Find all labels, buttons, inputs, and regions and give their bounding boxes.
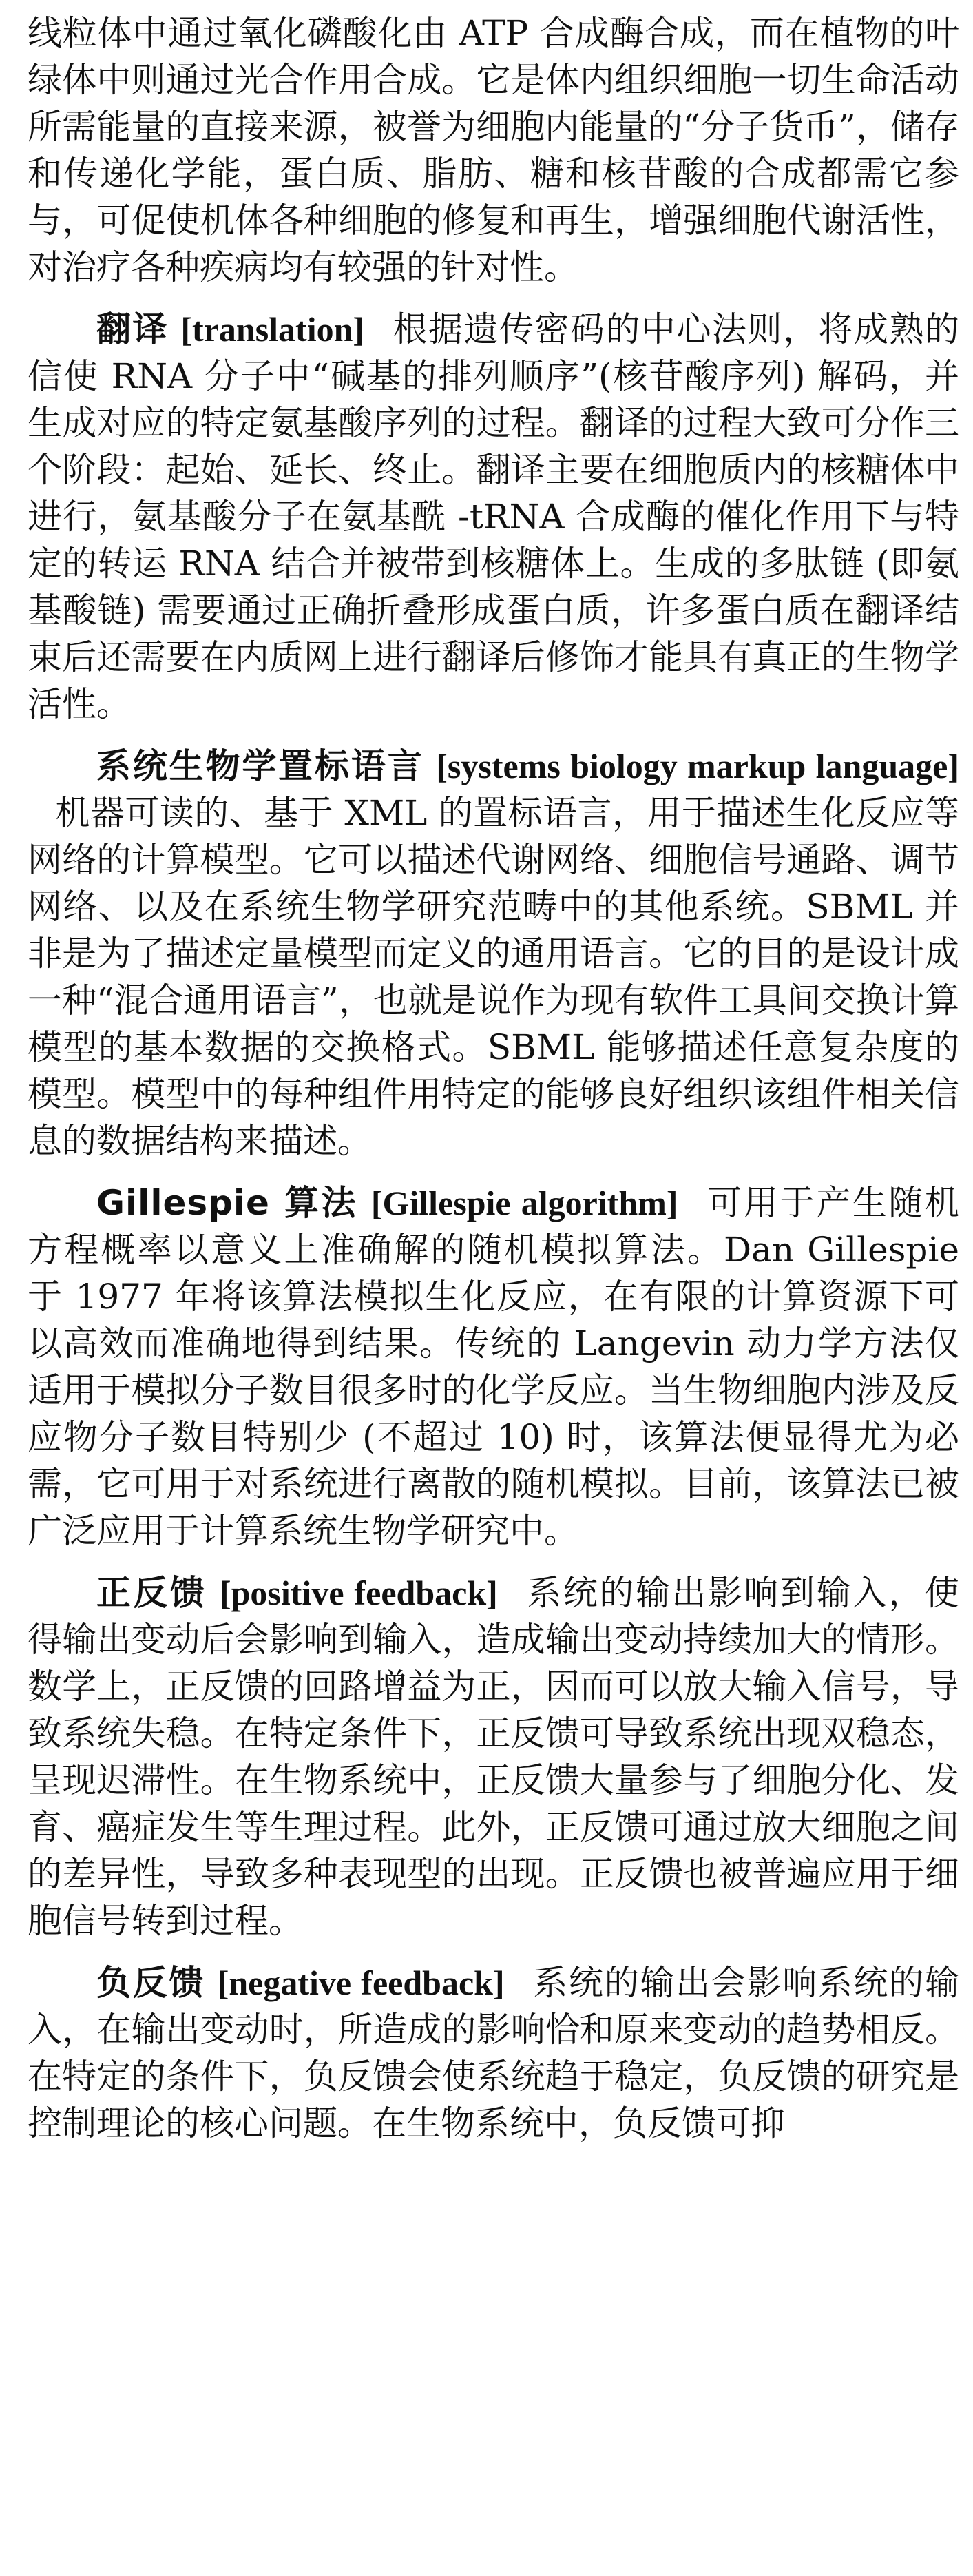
definition-text: 可用于产生随机方程概率以意义上准确解的随机模拟算法。Dan Gillespie 于 1977 年将该算法模拟生化反应，在有限的计算资源下可以高效而准确地得到结果。传统的 Langevin 动力学方法仅适用于模拟分子数目很多时的化学反应。当生物细胞内涉及反应物分子数目特别少 (不超过 10) 时，该算法便显得尤为必需，它可用于对系统进行离散的随机模拟。目前，该算法已被广泛应用于计算系统生物学研究中。	[28, 1183, 959, 1551]
entry-term: Gillespie 算法	[96, 1183, 359, 1223]
definition-text: 系统的输出影响到输入，使得输出变动后会影响到输入，造成输出变动持续加大的情形。数学上，正反馈的回路增益为正，因而可以放大输入信号，导致系统失稳。在特定条件下，正反馈可导致系统出现双稳态，呈现迟滞性。在生物系统中，正反馈大量参与了细胞分化、发育、癌症发生等生理过程。此外，正反馈可通过放大细胞之间的差异性，导致多种表现型的出现。正反馈也被普遍应用于细胞信号转到过程。	[28, 1573, 960, 1941]
entry-english-term: [translation]	[180, 310, 365, 349]
entry-definition	[28, 1959, 959, 2147]
entry-term: 负反馈	[96, 1963, 206, 2003]
entry-definition	[28, 1569, 959, 1944]
entry-term: 系统生物学置标语言	[96, 746, 424, 786]
entry-definition	[28, 743, 959, 1164]
definition-text: 线粒体中通过氧化磷酸化由 ATP 合成酶合成，而在植物的叶绿体中则通过光合作用合成。它是体内组织细胞一切生命活动所需能量的直接来源，被誉为细胞内能量的“分子货币”，储存和传递化学能，蛋白质、脂肪、糖和核苷酸的合成都需它参与，可促使机体各种细胞的修复和再生，增强细胞代谢活性，对治疗各种疾病均有较强的针对性。	[28, 13, 959, 287]
entry-translation	[28, 306, 959, 728]
entry-sbml	[28, 743, 959, 1164]
definition-text: 系统的输出会影响系统的输入，在输出变动时，所造成的影响恰和原来变动的趋势相反。在特定的条件下，负反馈会使系统趋于稳定，负反馈的研究是控制理论的核心问题。在生物系统中，负反馈可抑	[28, 1963, 960, 2143]
document-page	[28, 10, 959, 2162]
entry-gillespie	[28, 1179, 959, 1554]
entry-english-term: [negative feedback]	[217, 1964, 505, 2002]
entry-term: 正反馈	[96, 1573, 207, 1613]
entry-positive-feedback	[28, 1569, 959, 1944]
definition-text: 根据遗传密码的中心法则，将成熟的信使 RNA 分子中“碱基的排列顺序”(核苷酸序列) 解码，并生成对应的特定氨基酸序列的过程。翻译的过程大致可分作三个阶段：起始、延长、终止。翻译主要在细胞质内的核糖体中进行，氨基酸分子在氨基酰 -tRNA 合成酶的催化作用下与特定的转运 RNA 结合并被带到核糖体上。生成的多肽链 (即氨基酸链) 需要通过正确折叠形成蛋白质，许多蛋白质在翻译结束后还需要在内质网上进行翻译后修饰才能具有真正的生物学活性。	[28, 309, 959, 724]
entry-definition	[28, 306, 959, 728]
entry-english-term: [systems biology markup language]	[436, 747, 959, 785]
entry-english-term: [Gillespie algorithm]	[370, 1184, 678, 1222]
definition-text: 机器可读的、基于 XML 的置标语言，用于描述生化反应等网络的计算模型。它可以描述代谢网络、细胞信号通路、调节网络、以及在系统生物学研究范畴中的其他系统。SBML 并非是为了描述定量模型而定义的通用语言。它的目的是设计成一种“混合通用语言”，也就是说作为现有软件工具间交换计算模型的基本数据的交换格式。SBML 能够描述任意复杂度的模型。模型中的每种组件用特定的能够良好组织该组件相关信息的数据结构来描述。	[28, 793, 959, 1161]
entry-term: 翻译	[96, 309, 169, 349]
entry-definition	[28, 1179, 959, 1554]
entry-atp-continuation	[28, 10, 959, 291]
entry-english-term: [positive feedback]	[219, 1574, 498, 1612]
entry-definition	[28, 10, 959, 291]
entry-negative-feedback	[28, 1959, 959, 2147]
